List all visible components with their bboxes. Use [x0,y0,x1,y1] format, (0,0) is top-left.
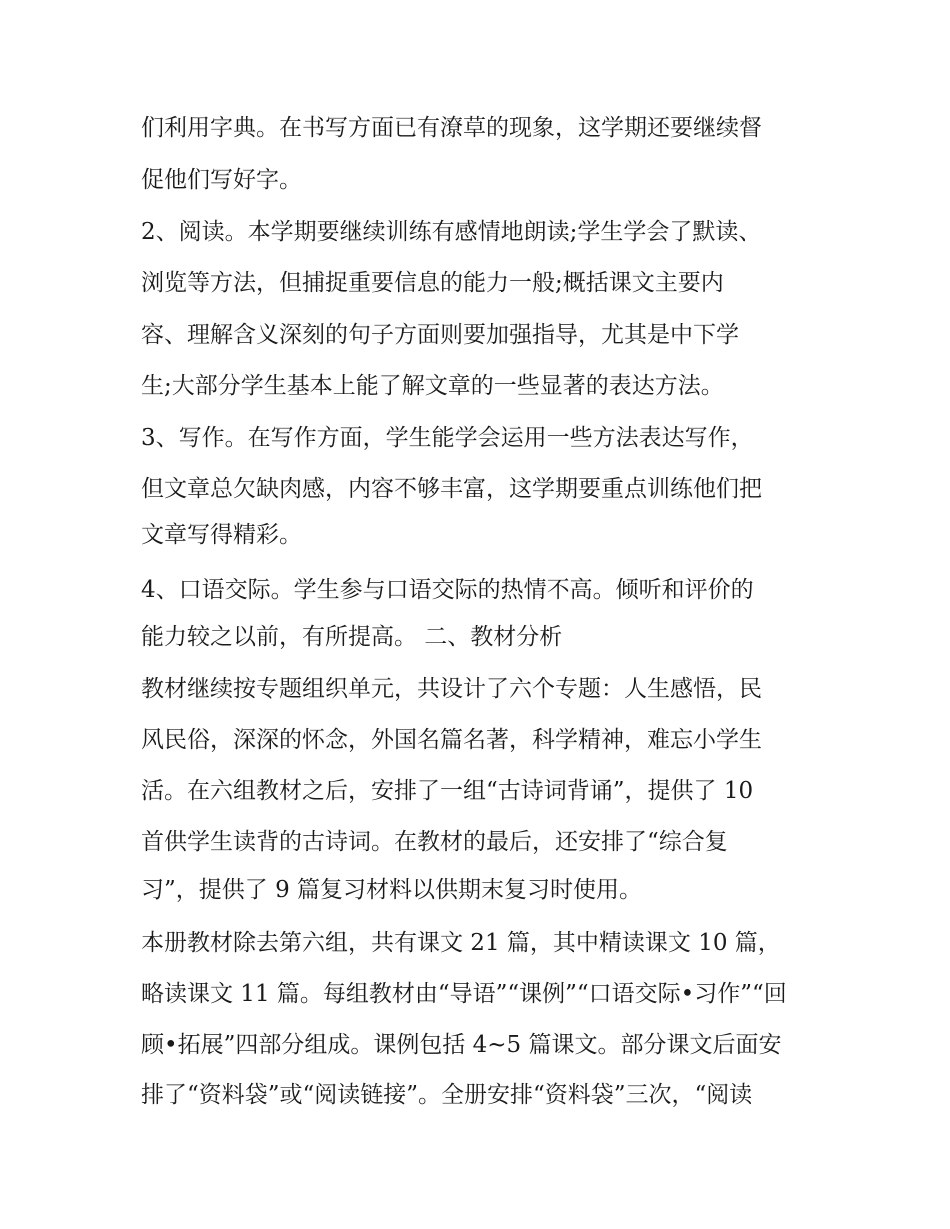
text-line: 本册教材除去第六组，共有课文 21 篇，其中精读课文 10 篇， [141,930,781,956]
text-line: 教材继续按专题组织单元，共设计了六个专题：人生感悟，民 [141,676,762,702]
text-line: 4、口语交际。学生参与口语交际的热情不高。倾听和评价的 [141,577,754,603]
text-line: 风民俗，深深的怀念，外国名篇名著，科学精神，难忘小学生 [141,727,762,753]
text-line: 习”，提供了 9 篇复习材料以供期末复习时使用。 [141,877,643,903]
text-line: 但文章总欠缺肉感，内容不够丰富，这学期要重点训练他们把 [141,476,762,502]
text-line: 生;大部分学生基本上能了解文章的一些显著的表达方法。 [141,373,724,399]
text-line: 2、阅读。本学期要继续训练有感情地朗读;学生学会了默读、 [141,219,762,245]
text-line: 浏览等方法，但捕捉重要信息的能力一般;概括课文主要内 [141,270,724,296]
text-line: 们利用字典。在书写方面已有潦草的现象，这学期还要继续督 [141,115,762,141]
text-line: 促他们写好字。 [141,167,302,193]
text-line: 能力较之以前，有所提高。 二、教材分析 [141,624,563,650]
text-line: 容、理解含义深刻的句子方面则要加强指导，尤其是中下学 [141,322,739,348]
text-line: 顾•拓展”四部分组成。课例包括 4~5 篇课文。部分课文后面安 [141,1032,782,1058]
text-line: 文章写得精彩。 [141,522,302,548]
text-line: 略读课文 11 篇。每组教材由“导语”“课例”“口语交际•习作”“回 [141,981,787,1007]
text-line: 活。在六组教材之后，安排了一组“古诗词背诵”，提供了 10 [141,778,754,804]
text-line: 首供学生读背的古诗词。在教材的最后，还安排了“综合复 [141,829,728,855]
text-line: 排了“资料袋”或“阅读链接”。全册安排“资料袋”三次，“阅读 [141,1082,753,1108]
text-line: 3、写作。在写作方面，学生能学会运用一些方法表达写作， [141,425,754,451]
